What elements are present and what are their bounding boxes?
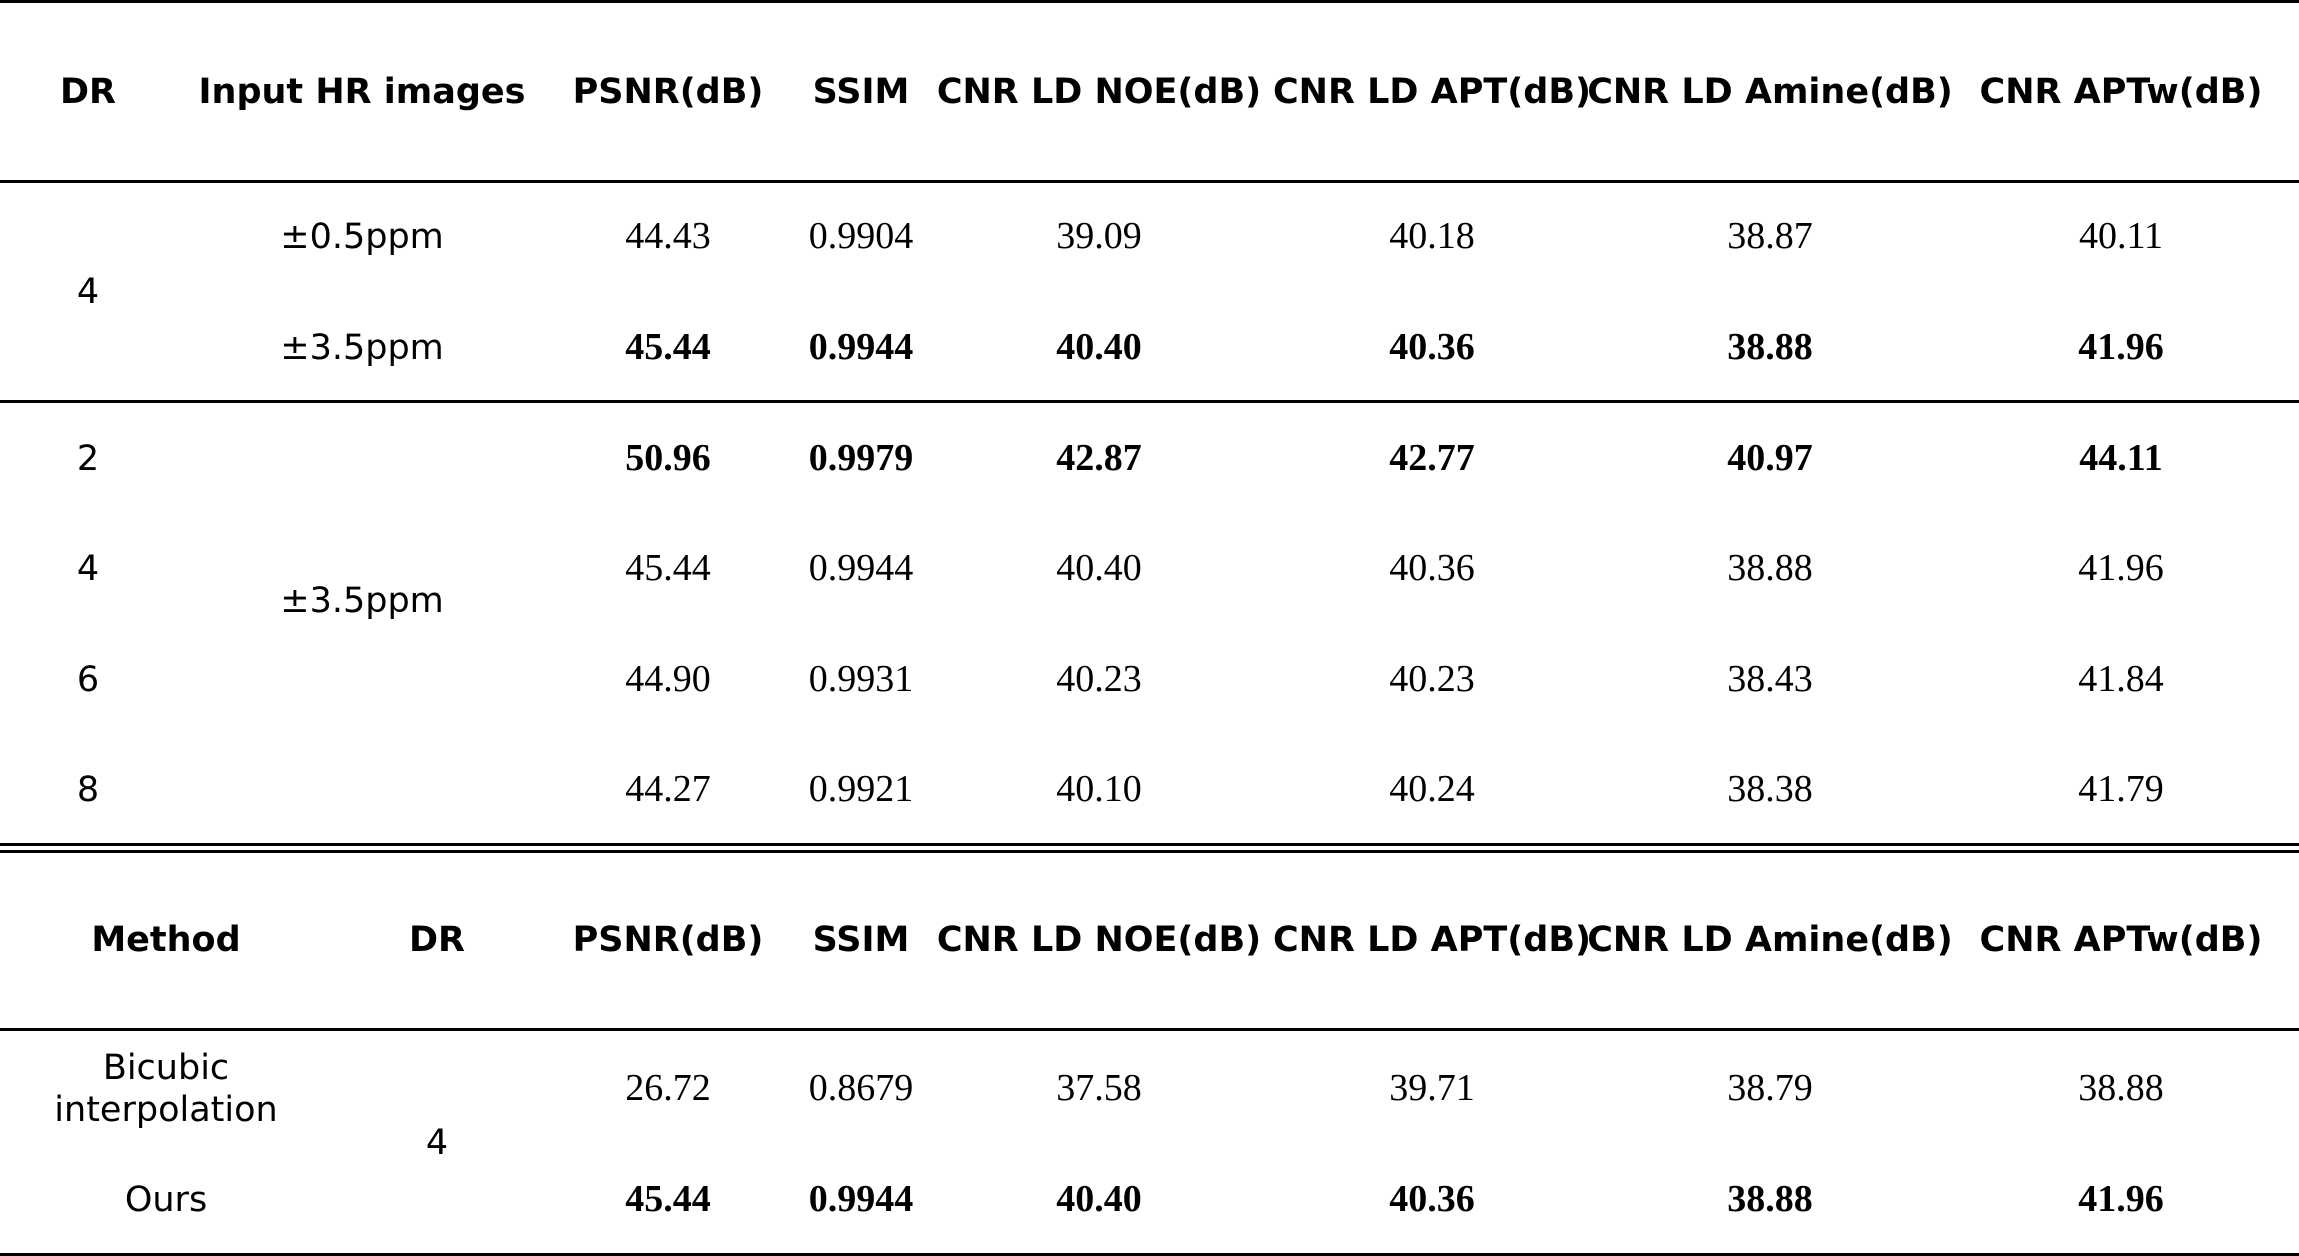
double-rule-bottom: [0, 850, 2299, 853]
group2-row2-ssim: 0.9944: [808, 547, 914, 590]
group1-row2-input: ±3.5ppm: [280, 328, 444, 368]
header-psnr: PSNR(dB): [572, 72, 764, 112]
t2-row2-apt: 40.36: [1389, 1178, 1475, 1221]
group2-row4-ssim: 0.9921: [808, 768, 914, 811]
group1-row1-psnr: 44.43: [625, 215, 711, 258]
t2-row1-ssim: 0.8679: [808, 1067, 914, 1110]
group2-row3-aptw: 41.84: [2078, 658, 2164, 701]
t2-row1-psnr: 26.72: [625, 1067, 711, 1110]
t2-header-method: Method: [91, 920, 241, 960]
t2-row1-apt: 39.71: [1389, 1067, 1475, 1110]
group1-row1-ssim: 0.9904: [808, 215, 914, 258]
table1-group-divider: [0, 400, 2299, 403]
t2-row1-method: Bicubic interpolation: [54, 1048, 278, 1130]
group1-row2-apt: 40.36: [1389, 326, 1475, 369]
t2-header-cnr-ld-amine: CNR LD Amine(dB): [1587, 920, 1953, 960]
group2-row2-aptw: 41.96: [2078, 547, 2164, 590]
group2-row1-aptw: 44.11: [2079, 437, 2163, 480]
group1-row2-psnr: 45.44: [625, 326, 711, 369]
t2-row1-noe: 37.58: [1056, 1067, 1142, 1110]
t2-header-cnr-ld-apt: CNR LD APT(dB): [1273, 920, 1591, 960]
group2-row1-ssim: 0.9979: [808, 437, 914, 480]
t2-dr: 4: [425, 1123, 449, 1163]
t2-row2-psnr: 45.44: [625, 1178, 711, 1221]
group2-row2-apt: 40.36: [1389, 547, 1475, 590]
group2-row3-dr: 6: [76, 660, 100, 700]
group2-row4-noe: 40.10: [1056, 768, 1142, 811]
group2-row1-noe: 42.87: [1056, 437, 1142, 480]
group2-row3-psnr: 44.90: [625, 658, 711, 701]
header-cnr-ld-amine: CNR LD Amine(dB): [1587, 72, 1953, 112]
group1-row1-aptw: 40.11: [2078, 215, 2164, 258]
header-ssim: SSIM: [812, 72, 910, 112]
group1-row2-aptw: 41.96: [2078, 326, 2164, 369]
group2-row4-aptw: 41.79: [2078, 768, 2164, 811]
group2-row4-dr: 8: [76, 770, 100, 810]
table2-header-rule: [0, 1028, 2299, 1031]
group1-row2-noe: 40.40: [1056, 326, 1142, 369]
t2-header-cnr-aptw: CNR APTw(dB): [1979, 920, 2263, 960]
header-cnr-ld-apt: CNR LD APT(dB): [1273, 72, 1591, 112]
group1-row1-noe: 39.09: [1056, 215, 1142, 258]
group2-row1-amine: 40.97: [1727, 437, 1813, 480]
group1-dr: 4: [76, 272, 100, 312]
t2-row2-noe: 40.40: [1056, 1178, 1142, 1221]
group2-row1-apt: 42.77: [1389, 437, 1475, 480]
group2-input: ±3.5ppm: [280, 581, 444, 621]
group2-row2-amine: 38.88: [1727, 547, 1813, 590]
t2-header-dr: DR: [408, 920, 466, 960]
group1-row1-amine: 38.87: [1727, 215, 1813, 258]
t2-header-cnr-ld-noe: CNR LD NOE(dB): [936, 920, 1262, 960]
group2-row4-psnr: 44.27: [625, 768, 711, 811]
group2-row4-apt: 40.24: [1389, 768, 1475, 811]
group2-row3-apt: 40.23: [1389, 658, 1475, 701]
group2-row2-noe: 40.40: [1056, 547, 1142, 590]
group2-row3-ssim: 0.9931: [808, 658, 914, 701]
t2-row2-aptw: 41.96: [2078, 1178, 2164, 1221]
group2-row2-dr: 4: [76, 549, 100, 589]
group2-row4-amine: 38.38: [1727, 768, 1813, 811]
group2-row3-noe: 40.23: [1056, 658, 1142, 701]
table2-bottom-rule: [0, 1253, 2299, 1256]
t2-row2-method: Ours: [124, 1180, 208, 1220]
header-input-hr-images: Input HR images: [198, 72, 526, 112]
t2-row2-ssim: 0.9944: [808, 1178, 914, 1221]
group2-row2-psnr: 45.44: [625, 547, 711, 590]
group1-row2-amine: 38.88: [1727, 326, 1813, 369]
t2-header-psnr: PSNR(dB): [572, 920, 764, 960]
group2-row1-psnr: 50.96: [625, 437, 711, 480]
t2-row2-amine: 38.88: [1727, 1178, 1813, 1221]
table1-top-rule: [0, 0, 2299, 3]
t2-header-ssim: SSIM: [812, 920, 910, 960]
group1-row1-input: ±0.5ppm: [280, 217, 444, 257]
header-cnr-aptw: CNR APTw(dB): [1979, 72, 2263, 112]
double-rule-top: [0, 843, 2299, 846]
header-cnr-ld-noe: CNR LD NOE(dB): [936, 72, 1262, 112]
group1-row2-ssim: 0.9944: [808, 326, 914, 369]
t2-row1-aptw: 38.88: [2078, 1067, 2164, 1110]
group2-row1-dr: 2: [76, 439, 100, 479]
table1-header-rule: [0, 180, 2299, 183]
group2-row3-amine: 38.43: [1727, 658, 1813, 701]
header-dr: DR: [59, 72, 117, 112]
group1-row1-apt: 40.18: [1389, 215, 1475, 258]
t2-row1-amine: 38.79: [1727, 1067, 1813, 1110]
